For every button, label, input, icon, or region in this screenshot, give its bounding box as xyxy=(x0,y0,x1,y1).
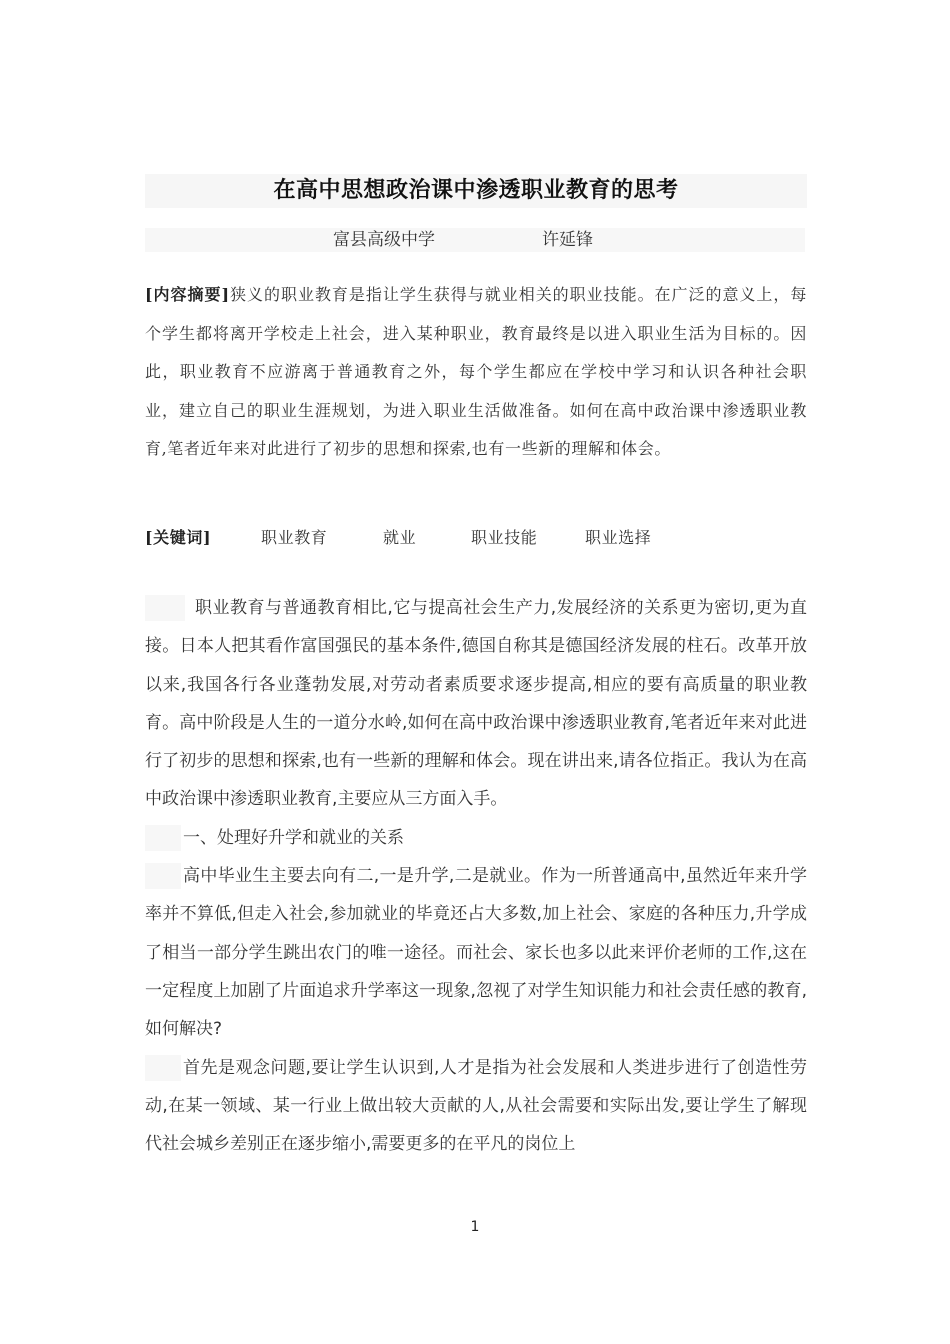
abstract xyxy=(145,276,807,469)
keyword-item: 职业教育 xyxy=(261,528,328,547)
body-text xyxy=(145,589,807,1163)
paragraph: 高中毕业生主要去向有二,一是升学,二是就业。作为一所普通高中,虽然近年来升学率并不算低,但走入社会,参加就业的毕竟还占大多数,加上社会、家庭的各种压力,升学成了相当一部分学生跳出农门的唯一途径。而社会、家长也多以此来评价老师的工作,这在一定程度上加剧了片面追求升学率这一现象,忽视了对学生知识能力和社会责任感的教育,如何解决? xyxy=(145,857,807,1048)
section-heading: 一、处理好升学和就业的关系 xyxy=(145,819,807,857)
page-number: 1 xyxy=(470,1219,480,1235)
school-name: 富县高级中学 xyxy=(333,230,435,250)
keywords xyxy=(145,523,807,553)
author-highlight xyxy=(145,228,805,252)
abstract-tag: [内容摘要] xyxy=(145,285,230,304)
keyword-item: 就业 xyxy=(383,528,417,547)
abstract-text: 狭义的职业教育是指让学生获得与就业相关的职业技能。在广泛的意义上，每个学生都将离开学校走上社会，进入某种职业，教育最终是以进入职业生活为目标的。因 此，职业教育不应游离于普通教育之外，每个学生都应在学校中学习和认识各种社会职业，建立自己的职业生涯规划，为进入职业生活做准备。如何在高中政治课中渗透职业教育,笔者近年来对此进行了初步的思想和探索,也有一些新的理解和体会。 xyxy=(145,285,807,458)
paragraph: 首先是观念问题,要让学生认识到,人才是指为社会发展和人类进步进行了创造性劳动,在某一领域、某一行业上做出较大贡献的人,从社会需要和实际出发,要让学生了解现代社会城乡差别正在逐步缩小,需要更多的在平凡的岗位上 xyxy=(145,1049,807,1164)
paragraph: 职业教育与普通教育相比,它与提高社会生产力,发展经济的关系更为密切,更为直接。日本人把其看作富国强民的基本条件,德国自称其是德国经济发展的柱石。改革开放以来,我国各行各业蓬勃发展,对劳动者素质要求逐步提高,相应的要有高质量的职业教育。高中阶段是人生的一道分水岭,如何在高中政治课中渗透职业教育,笔者近年来对此进行了初步的思想和探索,也有一些新的理解和体会。现在讲出来,请各位指正。我认为在高中政治课中渗透职业教育,主要应从三方面入手。 xyxy=(145,589,807,819)
keyword-item: 职业技能 xyxy=(471,528,538,547)
author-name: 许延锋 xyxy=(542,230,593,250)
keywords-tag: [关键词] xyxy=(145,528,212,547)
keyword-item: 职业选择 xyxy=(585,528,652,547)
document-title: 在高中思想政治课中渗透职业教育的思考 xyxy=(273,178,679,203)
